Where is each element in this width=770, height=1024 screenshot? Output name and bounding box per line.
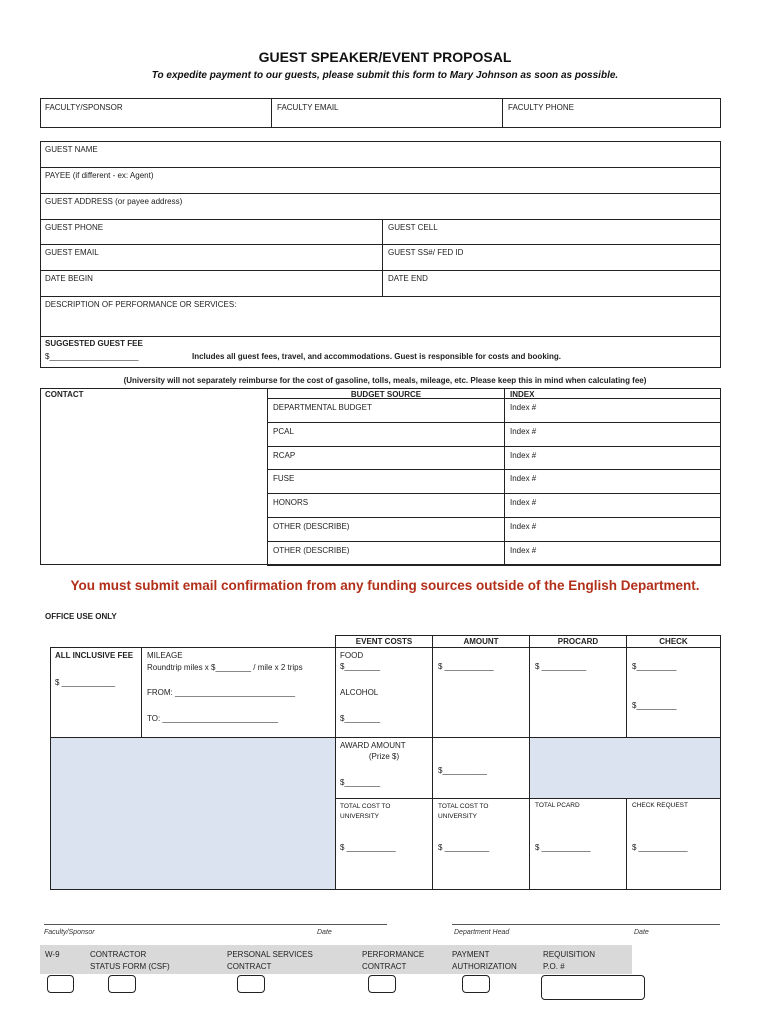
date-end-label: DATE END (388, 274, 428, 283)
budget-source-label: RCAP (273, 450, 296, 460)
guest-cell-label: GUEST CELL (388, 223, 438, 232)
psc-label-2: CONTRACT (227, 962, 272, 971)
budget-source-label: PCAL (273, 426, 294, 436)
total-blank-2: $ __________ (438, 843, 490, 852)
total-blank-1: $ ___________ (340, 843, 396, 852)
index-input-cell[interactable] (504, 446, 721, 471)
faculty-signature-line[interactable] (44, 924, 387, 925)
index-label: Index # (510, 522, 537, 531)
index-input-cell[interactable] (504, 422, 721, 447)
date-label-2: Date (634, 929, 649, 936)
from-line: FROM: ___________________________ (147, 688, 296, 697)
head-signature-label: Department Head (454, 929, 510, 936)
all-inclusive-fee-label: ALL INCLUSIVE FEE (55, 651, 134, 660)
guest-address-label: GUEST ADDRESS (or payee address) (45, 197, 183, 206)
head-signature-line[interactable] (452, 924, 720, 925)
procard-blank: $ __________ (535, 662, 587, 671)
budget-source-row (267, 469, 505, 494)
all-inclusive-fee-cell[interactable] (50, 647, 142, 738)
food-blank: $________ (340, 662, 381, 671)
index-label: Index # (510, 403, 537, 412)
alcohol-label: ALCOHOL (340, 688, 379, 697)
funding-warning: You must submit email confirmation from any funding sources outside of the English Department. (70, 578, 700, 593)
guest-phone-label: GUEST PHONE (45, 223, 104, 232)
procard-cell[interactable] (529, 647, 627, 738)
contact-field[interactable] (40, 388, 268, 565)
perf-label-2: CONTRACT (362, 962, 407, 971)
award-blank: $________ (340, 778, 381, 787)
perf-label-1: PERFORMANCE (362, 950, 425, 959)
req-label-2: P.O. # (543, 962, 565, 971)
total-univ-label-1: TOTAL COST TO UNIVERSITY (340, 803, 391, 820)
reimburse-note: (University will not separately reimburse for the cost of gasoline, tolls, meals, mileage, etc. Please keep this in mind when calculating fee) (123, 376, 647, 385)
budget-source-row (267, 446, 505, 471)
office-use-heading: OFFICE USE ONLY (45, 612, 117, 621)
page-subtitle: To expedite payment to our guests, please submit this form to Mary Johnson as soon as possible. (151, 70, 619, 81)
suggested-fee-label: SUGGESTED GUEST FEE (45, 339, 143, 348)
budget-source-label: OTHER (DESCRIBE) (273, 522, 350, 531)
pay-label-2: AUTHORIZATION (452, 962, 517, 971)
check-blank: $_________ (632, 662, 677, 671)
fee-note: Includes all guest fees, travel, and accommodations. Guest is responsible for costs and booking. (192, 352, 561, 361)
budget-source-header: BUDGET SOURCE (350, 390, 422, 399)
faculty-phone-label: FACULTY PHONE (508, 103, 574, 112)
guest-email-label: GUEST EMAIL (45, 248, 99, 257)
amount-blank: $ ___________ (438, 662, 494, 671)
amount-header: AMOUNT (463, 637, 499, 646)
budget-source-label: HONORS (273, 498, 309, 508)
csf-label-2: STATUS FORM (CSF) (90, 962, 170, 971)
perf-checkbox[interactable] (368, 975, 396, 993)
check-header: CHECK (659, 637, 688, 646)
total-pcard-label: TOTAL PCARD (535, 802, 580, 809)
total-blank-3: $ ___________ (535, 843, 591, 852)
faculty-email-label: FACULTY EMAIL (277, 103, 339, 112)
prize-label: (Prize $) (368, 752, 400, 761)
guest-ssn-label: GUEST SS#/ FED ID (388, 248, 464, 257)
award-amount-blank: $__________ (438, 766, 487, 775)
index-label: Index # (510, 474, 537, 484)
budget-source-label: DEPARTMENTAL BUDGET (273, 403, 372, 412)
index-input-cell[interactable] (504, 493, 721, 518)
date-end-field[interactable] (382, 270, 721, 297)
faculty-signature-label: Faculty/Sponsor (44, 929, 95, 936)
award-label: AWARD AMOUNT (340, 741, 406, 750)
guest-name-field[interactable] (40, 141, 721, 168)
index-input-cell[interactable] (504, 398, 721, 423)
roundtrip-text: Roundtrip miles x $________ / mile x 2 trips (147, 663, 303, 672)
psc-label-1: PERSONAL SERVICES (227, 950, 313, 959)
index-label: Index # (510, 498, 537, 508)
psc-checkbox[interactable] (237, 975, 265, 993)
total-univ-label-2: TOTAL COST TO UNIVERSITY (438, 803, 489, 820)
amount-cell[interactable] (432, 647, 530, 738)
check-cell[interactable] (626, 647, 721, 738)
contact-header: CONTACT (45, 390, 84, 399)
faculty-sponsor-label: FACULTY/SPONSOR (45, 103, 123, 112)
check-request-label: CHECK REQUEST (632, 802, 688, 809)
date-begin-label: DATE BEGIN (45, 274, 93, 283)
to-line: TO: __________________________ (147, 714, 279, 723)
index-input-cell[interactable] (504, 469, 721, 494)
alcohol-blank: $________ (340, 714, 381, 723)
payee-label: PAYEE (if different - ex: Agent) (45, 171, 154, 180)
food-label: FOOD (340, 651, 364, 660)
guest-name-label: GUEST NAME (45, 145, 98, 154)
index-label: Index # (510, 450, 537, 460)
csf-checkbox[interactable] (108, 975, 136, 993)
index-label: Index # (510, 426, 537, 436)
budget-source-label: OTHER (DESCRIBE) (273, 545, 350, 555)
event-costs-header: EVENT COSTS (355, 637, 413, 646)
budget-source-label: FUSE (273, 474, 295, 484)
index-input-cell[interactable] (504, 517, 721, 542)
procard-header: PROCARD (557, 637, 599, 646)
date-label-1: Date (317, 929, 332, 936)
page-title: GUEST SPEAKER/EVENT PROPOSAL (258, 49, 512, 65)
budget-source-row (267, 422, 505, 447)
req-label-1: REQUISITION (543, 950, 596, 959)
office-shaded-area (50, 737, 336, 890)
pay-label-1: PAYMENT (452, 950, 490, 959)
w9-label: W-9 (45, 950, 60, 959)
description-label: DESCRIPTION OF PERFORMANCE OR SERVICES: (45, 300, 237, 309)
check-blank-2: $_________ (632, 701, 677, 710)
total-blank-4: $ ___________ (632, 843, 688, 852)
index-header: INDEX (510, 390, 535, 399)
mileage-label: MILEAGE (147, 651, 183, 660)
w9-checkbox[interactable] (47, 975, 74, 993)
req-po-field[interactable] (541, 975, 645, 1000)
index-input-cell[interactable] (504, 541, 721, 566)
suggested-fee-blank: $____________________ (45, 352, 139, 361)
csf-label-1: CONTRACTOR (90, 950, 147, 959)
index-label: Index # (510, 545, 537, 555)
award-shaded-cell (529, 737, 721, 799)
all-inclusive-fee-blank: $ ____________ (55, 678, 116, 687)
pay-checkbox[interactable] (462, 975, 490, 993)
